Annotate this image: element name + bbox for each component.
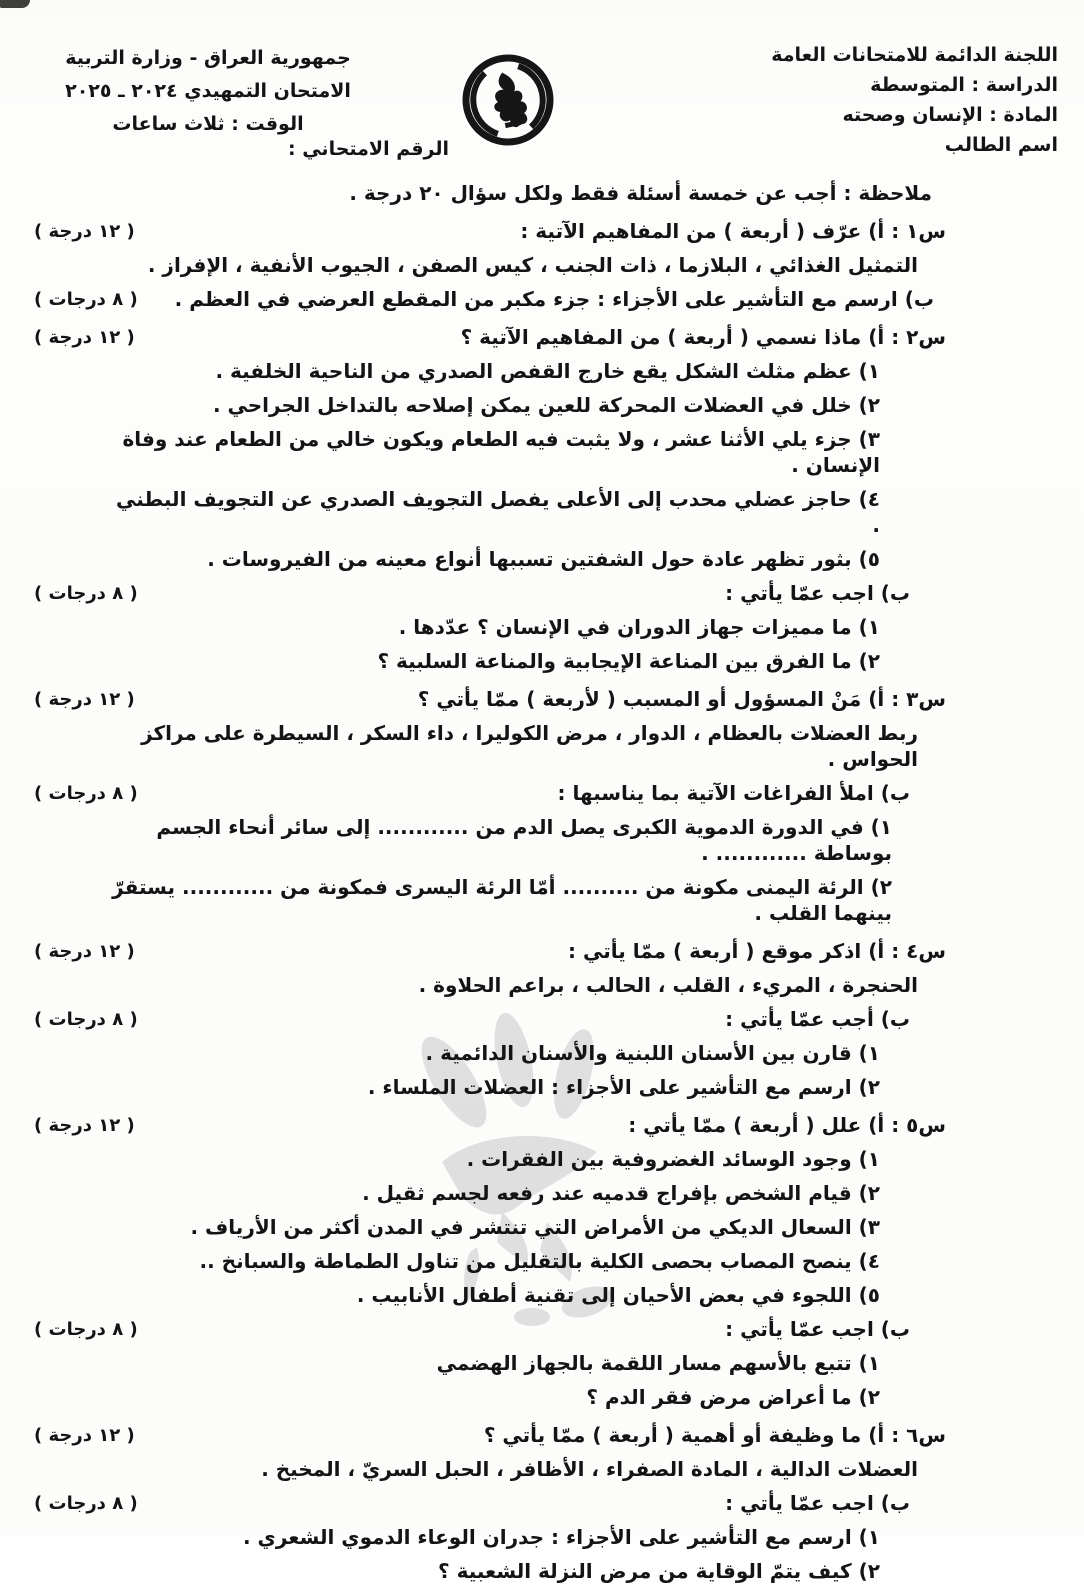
q5-b-item-2: ٢) ما أعراض مرض فقر الدم ؟ [586,1385,880,1409]
q3-a-header: س٣ : أ) مَنْ المسؤول أو المسبب ( لأربعة ) ممّا يأتي ؟ [417,687,946,711]
note-text: ملاحظة : أجب عن خمسة أسئلة فقط ولكل سؤال ٢٠ درجة . [349,181,932,205]
q6-b-item-row [0,1524,1084,1550]
q2-a-item-row [0,426,1084,478]
q5-a-item-4: ٤) ينصح المصاب بحصى الكلية بالتقليل من تناول الطماطة والسبانخ .. [199,1249,880,1273]
q2-a-item-5: ٥) بثور تظهر عادة حول الشفتين تسببها أنواع معينه من الفيروسات . [207,547,880,571]
q2-b-item-row [0,614,1084,640]
q3-b-item-1: ١) في الدورة الدموية الكبرى يصل الدم من ............ إلى سائر أنحاء الجسم بوساطة ............ . [156,815,892,865]
q5-b-mark-badge: ( ٨ درجات ) [34,1319,138,1340]
time-line: الوقت : ثلاث ساعات [112,113,304,135]
q2-a-mark-badge: ( ١٢ درجة ) [34,327,135,348]
q1-a-header-row [0,218,1084,244]
q3-a-list-row [0,720,1084,772]
q1-a-list-row [0,252,1084,278]
q2-b-header: ب) اجب عمّا يأتي : [725,581,910,605]
q6-a-header-row [0,1422,1084,1448]
q5-b-item-row [0,1384,1084,1410]
q4-b-header-row [0,1006,1084,1032]
q5-a-item-3: ٣) السعال الديكي من الأمراض التي تنتشر في المدن أكثر من الأرياف . [190,1215,880,1239]
q1-b-mark-badge: ( ٨ درجات ) [34,289,138,310]
q5-a-item-row [0,1214,1084,1240]
q1-a-header: س١ : أ) عرّف ( أربعة ) من المفاهيم الآتية : [520,219,946,243]
q3-a-list: ربط العضلات بالعظام ، الدوار ، مرض الكوليرا ، داء السكر ، السيطرة على مراكز الحواس . [141,721,918,771]
q6-b-item-2: ٢) كيف يتمّ الوقاية من مرض النزلة الشعبية ؟ [438,1559,880,1583]
q5-a-header: س٥ : أ) علل ( أربعة ) ممّا يأتي : [628,1113,946,1137]
q2-a-header-row [0,324,1084,350]
q5-a-item-row [0,1248,1084,1274]
q3-b-item-row [0,814,1084,866]
q6-b-header: ب) اجب عمّا يأتي : [725,1491,910,1515]
q1-b-row [0,286,1084,312]
exam-number-label: الرقم الامتحاني : [288,138,449,160]
q3-b-item-row [0,874,1084,926]
subject-line: المادة : الإنسان وصحته [842,104,1058,126]
q4-a-mark-badge: ( ١٢ درجة ) [34,941,135,962]
q4-b-header: ب) أجب عمّا يأتي : [725,1007,910,1031]
q3-a-header-row [0,686,1084,712]
q5-b-header: ب) اجب عمّا يأتي : [725,1317,910,1341]
q3-b-item-2: ٢) الرئة اليمنى مكونة من .......... أمّا الرئة اليسرى فمكونة من ............ يستقرّ بينهما القلب . [112,875,892,925]
republic-line: جمهورية العراق - وزارة التربية [65,47,351,69]
q2-b-item-row [0,648,1084,674]
exam-title-line: الامتحان التمهيدي ٢٠٢٤ ـ ٢٠٢٥ [65,80,351,102]
q1-a-list: التمثيل الغذائي ، البلازما ، ذات الجنب ، كيس الصفن ، الجيوب الأنفية ، الإفراز . [147,253,918,277]
q6-b-item-row [0,1558,1084,1584]
q6-b-item-1: ١) ارسم مع التأشير على الأجزاء : جدران الوعاء الدموي الشعري . [242,1525,880,1549]
q5-a-item-5: ٥) اللجوء في بعض الأحيان إلى تقنية أطفال الأنابيب . [356,1283,880,1307]
q4-b-item-2: ٢) ارسم مع التأشير على الأجزاء : العضلات الملساء . [367,1075,880,1099]
q3-b-mark-badge: ( ٨ درجات ) [34,783,138,804]
q2-b-header-row [0,580,1084,606]
q4-b-mark-badge: ( ٨ درجات ) [34,1009,138,1030]
q3-b-header: ب) املأ الفراغات الآتية بما يناسبها : [557,781,910,805]
q4-a-header: س٤ : أ) اذكر موقع ( أربعة ) ممّا يأتي : [568,939,946,963]
q4-a-list: الحنجرة ، المريء ، القلب ، الحالب ، براعم الحلاوة . [418,973,918,997]
q3-a-mark-badge: ( ١٢ درجة ) [34,689,135,710]
q4-a-header-row [0,938,1084,964]
q2-b-item-2: ٢) ما الفرق بين المناعة الإيجابية والمناعة السلبية ؟ [377,649,880,673]
q1-b-header: ب) ارسم مع التأشير على الأجزاء : جزء مكبر من المقطع العرضي في العظم . [174,287,934,311]
q2-a-item-row [0,392,1084,418]
committee-line: اللجنة الدائمة للامتحانات العامة [771,44,1058,66]
q6-b-header-row [0,1490,1084,1516]
q2-a-item-1: ١) عظم مثلث الشكل يقع خارج القفص الصدري من الناحية الخلفية . [215,359,880,383]
q1-a-mark-badge: ( ١٢ درجة ) [34,221,135,242]
q5-a-item-row [0,1180,1084,1206]
q2-a-item-row [0,486,1084,538]
student-name-label: اسم الطالب [944,134,1058,156]
q5-a-header-row [0,1112,1084,1138]
q5-b-item-row [0,1350,1084,1376]
q3-b-header-row [0,780,1084,806]
q2-a-item-row [0,358,1084,384]
q4-a-list-row [0,972,1084,998]
study-line: الدراسة : المتوسطة [870,74,1058,96]
q5-a-item-2: ٢) قيام الشخص بإفراج قدميه عند رفعه لجسم ثقيل . [362,1181,880,1205]
q6-a-list: العضلات الدالية ، المادة الصفراء ، الأظافر ، الحبل السريّ ، المخيخ . [261,1457,918,1481]
q5-b-item-1: ١) تتبع بالأسهم مسار اللقمة بالجهاز الهضمي [436,1351,880,1375]
q5-a-mark-badge: ( ١٢ درجة ) [34,1115,135,1136]
q4-b-item-row [0,1040,1084,1066]
note-row [0,180,1084,206]
q6-a-header: س٦ : أ) ما وظيفة أو أهمية ( أربعة ) ممّا يأتي ؟ [483,1423,946,1447]
q2-a-header: س٢ : أ) ماذا نسمي ( أربعة ) من المفاهيم الآتية ؟ [460,325,946,349]
q2-a-item-row [0,546,1084,572]
q2-a-item-3: ٣) جزء يلي الأثنا عشر ، ولا يثبت فيه الطعام ويكون خالي من الطعام عند وفاة الإنسان . [122,427,880,477]
q2-a-item-4: ٤) حاجز عضلي محدب إلى الأعلى يفصل التجويف الصدري عن التجويف البطني . [116,487,880,537]
q4-b-item-1: ١) قارن بين الأسنان اللبنية والأسنان الدائمية . [425,1041,880,1065]
q6-a-list-row [0,1456,1084,1482]
q5-a-item-row [0,1146,1084,1172]
q2-b-mark-badge: ( ٨ درجات ) [34,583,138,604]
q2-a-item-2: ٢) خلل في العضلات المحركة للعين يمكن إصلاحه بالتداخل الجراحي . [212,393,880,417]
q6-b-mark-badge: ( ٨ درجات ) [34,1493,138,1514]
q5-b-header-row [0,1316,1084,1342]
q5-a-item-1: ١) وجود الوسائد الغضروفية بين الفقرات . [466,1147,880,1171]
q2-b-item-1: ١) ما مميزات جهاز الدوران في الإنسان ؟ عدّدها . [398,615,880,639]
q6-a-mark-badge: ( ١٢ درجة ) [34,1425,135,1446]
q4-b-item-row [0,1074,1084,1100]
q5-a-item-row [0,1282,1084,1308]
